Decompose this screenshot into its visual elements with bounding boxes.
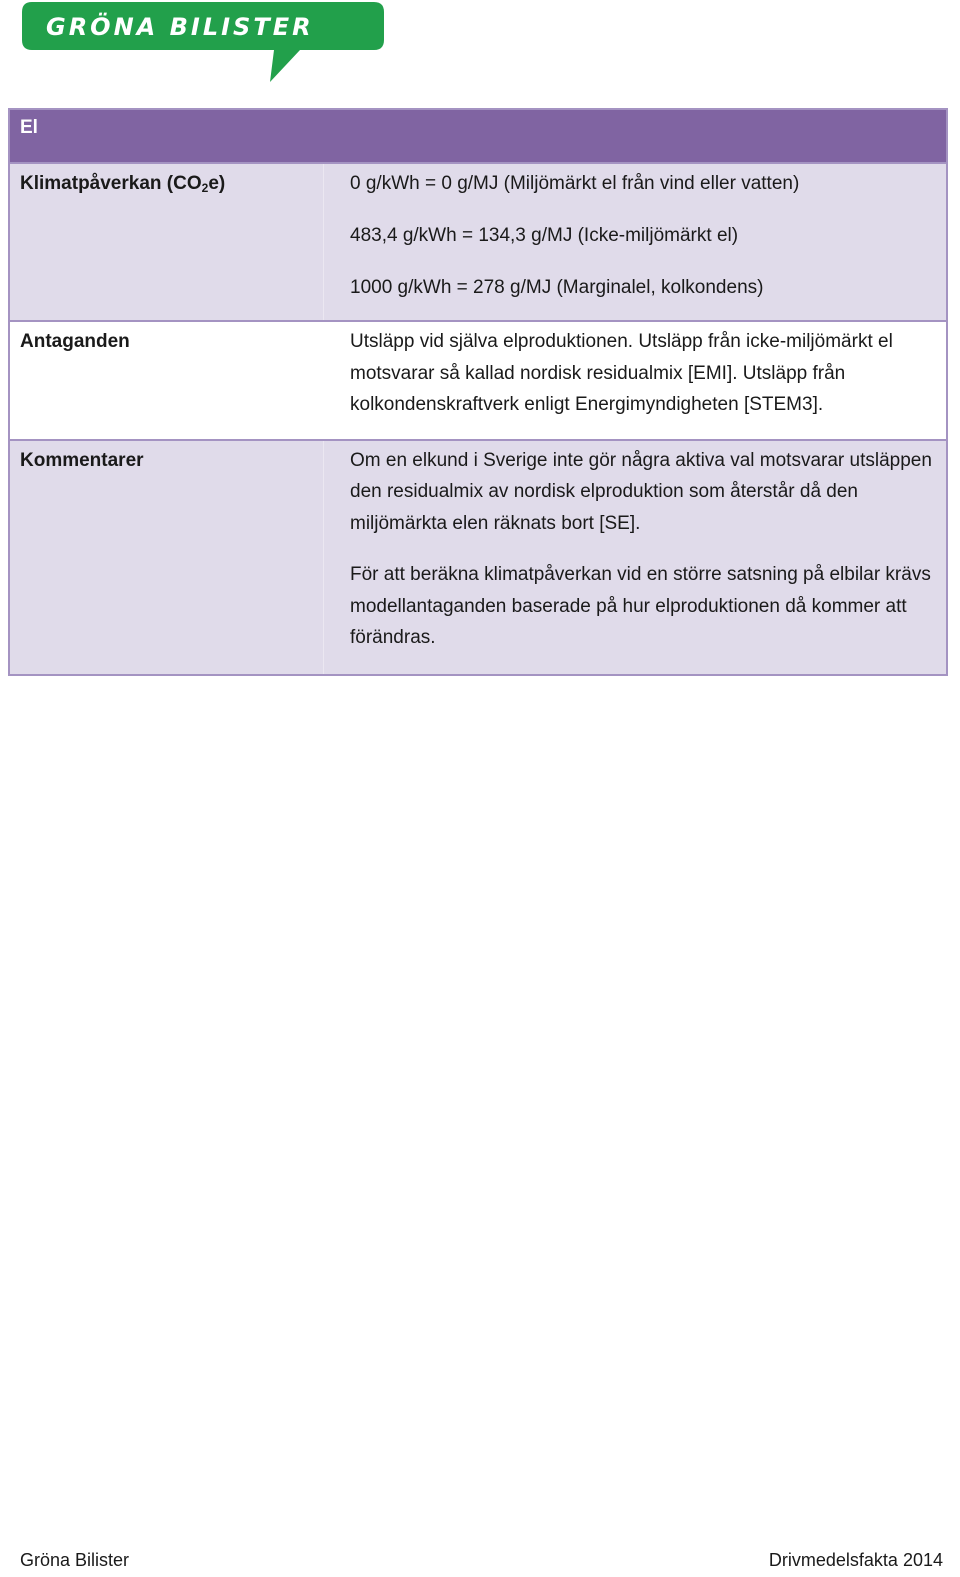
speech-bubble-logo-icon xyxy=(22,2,384,84)
logo-text: GRÖNA BILISTER xyxy=(46,13,314,41)
comment-paragraph: För att beräkna klimatpåverkan vid en större satsning på elbilar krävs modellantaganden baserade på hur elproduktionen då kommer att förändras. xyxy=(350,564,931,648)
comment-paragraph: Om en elkund i Sverige inte gör några aktiva val motsvarar utsläppen den residualmix av nordisk elproduktion som återstår då den miljömärkta elen räknats bort [SE]. xyxy=(350,449,932,534)
row-body-climate xyxy=(324,164,946,320)
table-row-assumptions xyxy=(10,322,946,441)
climate-value: 1000 g/kWh = 278 g/MJ (Marginalel, kolkondens) xyxy=(350,277,764,298)
row-body-comments xyxy=(324,441,946,674)
row-body-assumptions xyxy=(324,322,946,439)
climate-label-sub: 2 xyxy=(201,181,209,195)
row-label-assumptions: Antaganden xyxy=(10,322,324,439)
row-label-comments: Kommentarer xyxy=(10,441,324,674)
climate-label-end: e) xyxy=(208,173,226,194)
table-header: El xyxy=(10,110,946,164)
fact-table xyxy=(8,108,948,676)
footer-document-title: Drivmedelsfakta 2014 xyxy=(768,1550,943,1570)
assumptions-text: Utsläpp vid själva elproduktionen. Utsläpp från icke-miljömärkt el motsvarar så kallad nordisk residualmix [EMI]. Utsläpp från kolkondenskraftverk enligt Energimyndigheten [STEM3]. xyxy=(350,331,893,415)
brand-logo xyxy=(22,2,384,84)
table-row-comments xyxy=(10,441,946,674)
table-row-climate xyxy=(10,164,946,322)
climate-value: 483,4 g/kWh = 134,3 g/MJ (Icke-miljömärkt el) xyxy=(350,225,739,246)
row-label-climate xyxy=(10,164,324,320)
climate-value: 0 g/kWh = 0 g/MJ (Miljömärkt el från vind eller vatten) xyxy=(350,173,800,194)
climate-label-main: Klimatpåverkan (CO xyxy=(20,173,202,194)
footer-publisher: Gröna Bilister xyxy=(20,1550,130,1570)
